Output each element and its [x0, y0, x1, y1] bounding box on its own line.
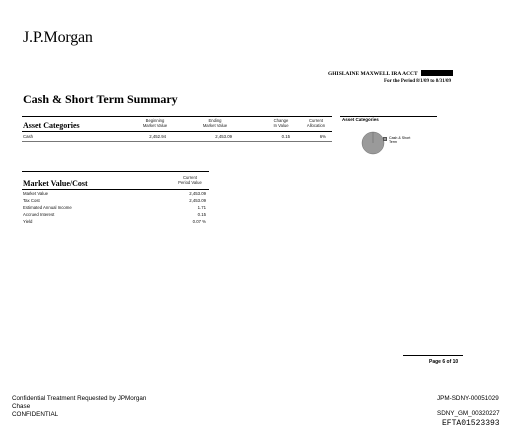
col-header-period-value: Current Period Value [178, 175, 202, 185]
market-table-top-rule [22, 171, 209, 172]
page-number-rule [403, 355, 463, 356]
asset-row-change: 0.15 [281, 134, 290, 139]
redaction-bar [421, 70, 453, 76]
market-row-label: Tax Cost [23, 198, 40, 203]
page-number: Page 6 of 10 [429, 359, 459, 365]
market-row-label: Estimated Annual Income [23, 205, 72, 210]
market-row-value: 0.15 [197, 212, 206, 217]
market-table-title: Market Value/Cost [23, 179, 88, 188]
account-line [328, 70, 453, 77]
market-row-label: Accrued Interest [23, 212, 55, 217]
footer-bates-1: JPM-SDNY-00051029 [437, 395, 499, 402]
asset-table-title: Asset Categories [23, 121, 80, 130]
jpmorgan-logo: J.P.Morgan [23, 29, 93, 46]
legend-label-cash: Cash & Short Term [389, 135, 411, 144]
market-row-value: 2,453.09 [189, 198, 206, 203]
statement-period: For the Period 8/1/09 to 8/31/09 [384, 79, 451, 84]
chart-title: Asset Categories [342, 117, 379, 122]
asset-table-bottom-rule [22, 141, 332, 142]
asset-row-allocation: 6% [319, 134, 326, 139]
efta-stamp: EFTA01523393 [442, 419, 500, 428]
col-header-allocation: Current Allocation [306, 118, 326, 128]
asset-row-beginning: 2,452.94 [149, 134, 166, 139]
legend-swatch-cash [383, 137, 387, 141]
account-holder: GHISLAINE MAXWELL IRA ACCT [328, 71, 418, 77]
col-header-change: Change In Value [273, 118, 289, 128]
col-header-ending: Ending Market Value [202, 118, 228, 128]
market-row-label: Yield [23, 219, 33, 224]
asset-row-label: Cash [23, 134, 34, 139]
footer-bates-2: SDNY_GM_00320227 [437, 410, 500, 417]
market-row-value: 2,453.09 [189, 191, 206, 196]
market-row-label: Market Value [23, 191, 48, 196]
section-title: Cash & Short Term Summary [23, 92, 178, 106]
asset-table-header-rule [22, 131, 332, 132]
col-header-beginning: Beginning Market Value [142, 118, 168, 128]
market-row-value: 1.71 [197, 205, 206, 210]
asset-pie-chart [361, 131, 385, 155]
footer-confidential-note: Confidential Treatment Requested by JPMorgan Chase CONFIDENTIAL [12, 395, 147, 418]
asset-row-ending: 2,453.09 [215, 134, 232, 139]
market-table-header-rule [22, 189, 209, 190]
market-row-value: 0.07 % [192, 219, 206, 224]
